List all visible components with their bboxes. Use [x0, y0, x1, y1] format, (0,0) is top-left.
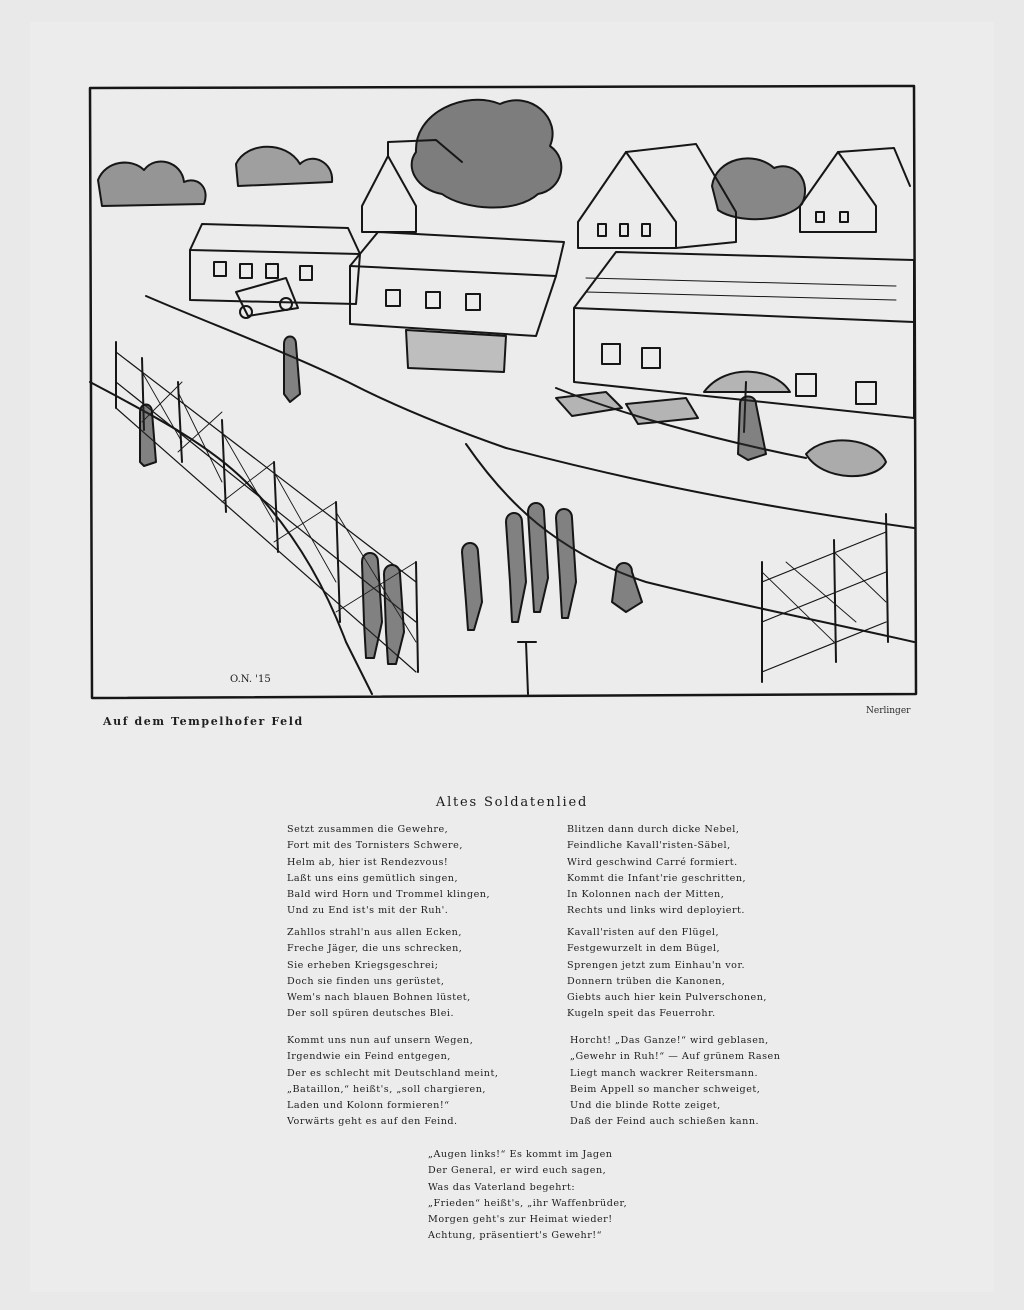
poem-line: Morgen geht's zur Heimat wieder! — [428, 1214, 613, 1226]
poem-line: Kugeln speit das Feuerrohr. — [567, 1008, 716, 1020]
poem-line: Sie erheben Kriegsgeschrei; — [287, 959, 439, 971]
stanza-5 — [567, 925, 767, 1023]
poem-line: Blitzen dann durch dicke Nebel, — [567, 824, 740, 835]
poem-line: Wird geschwind Carré formiert. — [567, 856, 738, 868]
poem-line: Setzt zusammen die Gewehre, — [287, 824, 449, 835]
poem-line: Feindliche Kavall'risten-Säbel, — [567, 840, 731, 852]
poem-line: Was das Vaterland begehrt: — [428, 1181, 576, 1193]
poem-line: In Kolonnen nach der Mitten, — [567, 889, 725, 901]
poem-line: Freche Jäger, die uns schrecken, — [287, 943, 463, 955]
stanza-1 — [287, 822, 490, 920]
poem-line: Kavall'risten auf den Flügel, — [567, 927, 720, 938]
poem-title: Altes Soldatenlied — [435, 795, 589, 810]
poem-line: Der General, er wird euch sagen, — [428, 1165, 607, 1177]
poem-line: Giebts auch hier kein Pulverschonen, — [567, 992, 767, 1004]
artist-signature: O.N. '15 — [230, 674, 271, 685]
poem-line: Und die blinde Rotte zeiget, — [570, 1100, 721, 1112]
stanza-7 — [428, 1147, 627, 1245]
poem-line: Laßt uns eins gemütlich singen, — [287, 872, 459, 884]
poem-line: Liegt manch wackrer Reitersmann. — [570, 1067, 759, 1079]
poem-line: „Frieden“ heißt's, „ihr Waffenbrüder, — [428, 1197, 628, 1209]
stanza-4 — [567, 822, 746, 920]
poem-line: Helm ab, hier ist Rendezvous! — [287, 856, 449, 868]
poem-line: Der es schlecht mit Deutschland meint, — [287, 1067, 499, 1079]
poem-line: Kommt die Infant'rie geschritten, — [567, 872, 747, 884]
poem-line: „Augen links!“ Es kommt im Jagen — [428, 1149, 613, 1160]
poem-line: Fort mit des Tornisters Schwere, — [287, 840, 463, 852]
artist-credit: Nerlinger — [866, 706, 911, 716]
poem-line: Rechts und links wird deployiert. — [567, 905, 745, 917]
stanza-3 — [287, 1033, 498, 1131]
poem-line: Achtung, präsentiert's Gewehr!“ — [428, 1230, 603, 1242]
poem-line: Der soll spüren deutsches Blei. — [287, 1008, 455, 1020]
poem-line: Festgewurzelt in dem Bügel, — [567, 943, 721, 955]
poem-line: Irgendwie ein Feind entgegen, — [287, 1051, 451, 1063]
illustration-caption: Auf dem Tempelhofer Feld — [103, 715, 304, 728]
poem-line: Kommt uns nun auf unsern Wegen, — [287, 1035, 474, 1046]
poem-line: Zahllos strahl'n aus allen Ecken, — [287, 927, 462, 938]
poem-line: Vorwärts geht es auf den Feind. — [287, 1116, 458, 1128]
poem-line: „Gewehr in Ruh!“ — Auf grünem Rasen — [570, 1051, 781, 1063]
poem-line: Beim Appell so mancher schweiget, — [570, 1083, 761, 1095]
poem-line: Horcht! „Das Ganze!“ wird geblasen, — [570, 1035, 769, 1046]
stanza-6 — [570, 1033, 780, 1131]
lithograph-illustration — [86, 82, 920, 702]
poem-line: Und zu End ist's mit der Ruh'. — [287, 905, 449, 917]
poem-line: Wem's nach blauen Bohnen lüstet, — [287, 992, 471, 1004]
poem-line: Daß der Feind auch schießen kann. — [570, 1116, 760, 1128]
poem-line: Laden und Kolonn formieren!“ — [287, 1100, 450, 1112]
poem-line: „Bataillon,“ heißt's, „soll chargieren, — [287, 1083, 486, 1095]
poem-line: Doch sie finden uns gerüstet, — [287, 975, 445, 987]
poem-line: Donnern trüben die Kanonen, — [567, 975, 726, 987]
poem-line: Sprengen jetzt zum Einhau'n vor. — [567, 959, 746, 971]
stanza-2 — [287, 925, 471, 1023]
poem-line: Bald wird Horn und Trommel klingen, — [287, 889, 491, 901]
